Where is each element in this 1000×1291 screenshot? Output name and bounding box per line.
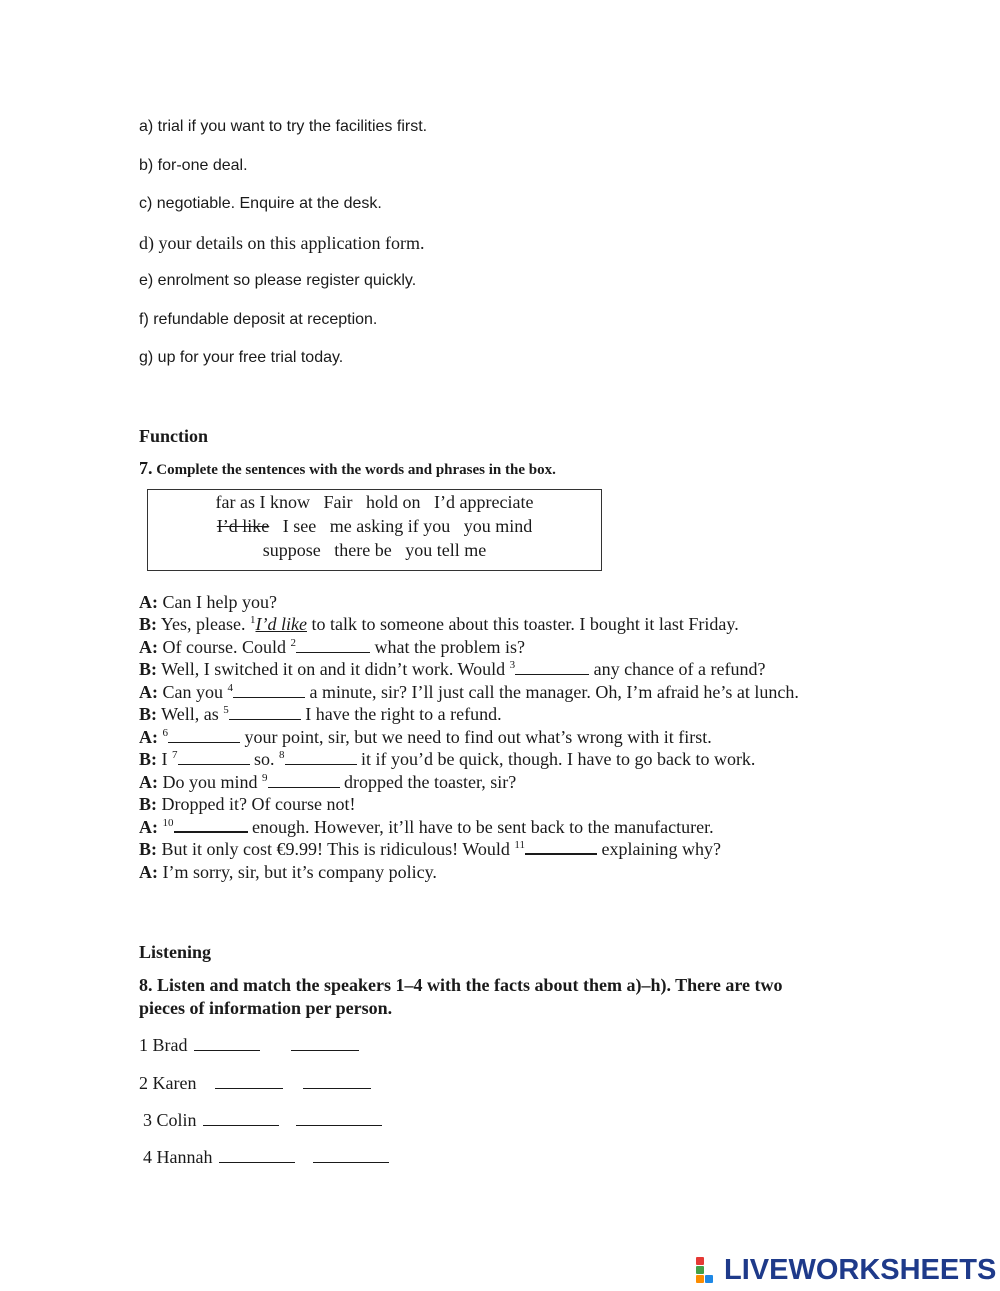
dialogue-line bbox=[139, 613, 739, 635]
dialogue-line bbox=[139, 816, 714, 838]
dialogue-line bbox=[139, 681, 799, 703]
speaker-label: B: bbox=[139, 749, 157, 769]
line-text: it if you’d be quick, though. I have to go back to work. bbox=[356, 749, 756, 769]
answer-blank-3[interactable] bbox=[515, 659, 589, 675]
line-text: explaining why? bbox=[596, 839, 721, 859]
speaker-row-hannah bbox=[143, 1147, 389, 1168]
gap-number: 10 bbox=[162, 817, 174, 829]
answer-blank-brad-1[interactable] bbox=[194, 1035, 260, 1051]
word-box-line-1: far as I know Fair hold on I’d appreciate bbox=[215, 492, 534, 512]
speaker-name: 1 Brad bbox=[139, 1035, 188, 1055]
speaker-label: A: bbox=[139, 862, 158, 882]
word-box-line-2-rest: I see me asking if you you mind bbox=[269, 516, 533, 536]
function-heading: Function bbox=[139, 426, 209, 446]
logo-blocks-icon bbox=[696, 1255, 722, 1285]
answer-blank-9[interactable] bbox=[268, 772, 340, 788]
exercise-7-instruction bbox=[139, 458, 556, 479]
speaker-label: B: bbox=[139, 614, 157, 634]
gap-number: 9 bbox=[262, 772, 268, 784]
exercise-8-instruction-line-1: 8. Listen and match the speakers 1–4 with the facts about them a)–h). There are two bbox=[139, 975, 783, 995]
line-text: Yes, please. bbox=[157, 614, 250, 634]
dialogue-line bbox=[139, 658, 765, 680]
line-text: I have the right to a refund. bbox=[300, 704, 502, 724]
line-text: a minute, sir? I’ll just call the manager. Oh, I’m afraid he’s at lunch. bbox=[305, 682, 799, 702]
answer-blank-7[interactable] bbox=[178, 749, 250, 765]
line-text: your point, sir, but we need to find out what’s wrong with it first. bbox=[240, 727, 712, 747]
speaker-name: 4 Hannah bbox=[143, 1147, 213, 1167]
line-text: Well, as bbox=[157, 704, 224, 724]
answer-blank-hannah-1[interactable] bbox=[219, 1147, 295, 1163]
line-text: I’m sorry, sir, but it’s company policy. bbox=[158, 862, 437, 882]
gap-number: 5 bbox=[223, 704, 229, 716]
exercise-8-instruction-line-2: pieces of information per person. bbox=[139, 998, 393, 1018]
speaker-row-karen bbox=[139, 1073, 371, 1094]
speaker-label: A: bbox=[139, 682, 158, 702]
speaker-name: 2 Karen bbox=[139, 1073, 197, 1093]
gap-number: 7 bbox=[172, 749, 178, 761]
line-text: Dropped it? Of course not! bbox=[157, 794, 356, 814]
dialogue-line bbox=[139, 838, 721, 860]
dialogue-line bbox=[139, 591, 277, 613]
listening-heading: Listening bbox=[139, 942, 212, 962]
gap-number: 2 bbox=[290, 637, 296, 649]
line-text: Well, I switched it on and it didn’t work. Would bbox=[157, 659, 510, 679]
line-text: Of course. Could bbox=[158, 637, 291, 657]
answer-blank-hannah-2[interactable] bbox=[313, 1147, 389, 1163]
option-e: e) enrolment so please register quickly. bbox=[139, 272, 417, 289]
option-a: a) trial if you want to try the facilities first. bbox=[139, 118, 428, 135]
example-answer: I’d like bbox=[255, 614, 307, 634]
speaker-label: B: bbox=[139, 659, 157, 679]
instruction-text: Complete the sentences with the words and phrases in the box. bbox=[156, 462, 556, 478]
dialogue-line bbox=[139, 703, 502, 725]
option-c: c) negotiable. Enquire at the desk. bbox=[139, 195, 382, 212]
struck-example-phrase: I’d like bbox=[216, 516, 270, 536]
answer-blank-11[interactable] bbox=[525, 838, 597, 855]
speaker-name: 3 Colin bbox=[143, 1110, 197, 1130]
line-text: so. bbox=[249, 749, 280, 769]
line-text: Can you bbox=[158, 682, 228, 702]
gap-number: 3 bbox=[509, 659, 516, 671]
answer-blank-karen-2[interactable] bbox=[303, 1073, 371, 1089]
dialogue-line bbox=[139, 771, 516, 793]
option-g: g) up for your free trial today. bbox=[139, 349, 344, 366]
gap-number: 4 bbox=[227, 682, 233, 694]
dialogue-line bbox=[139, 636, 525, 658]
answer-blank-colin-2[interactable] bbox=[296, 1110, 382, 1126]
speaker-label: A: bbox=[139, 592, 158, 612]
line-text: But it only cost €9.99! This is ridiculous! Would bbox=[157, 839, 515, 859]
line-text: Can I help you? bbox=[158, 592, 277, 612]
dialogue-line bbox=[139, 748, 755, 770]
word-box-line-3: suppose there be you tell me bbox=[262, 540, 487, 560]
speaker-label: B: bbox=[139, 839, 157, 859]
line-text: to talk to someone about this toaster. I bought it last Friday. bbox=[306, 614, 739, 634]
exercise-number: 7. bbox=[139, 458, 153, 478]
speaker-label: A: bbox=[139, 772, 158, 792]
gap-number: 6 bbox=[162, 727, 168, 739]
gap-number: 1 bbox=[250, 614, 256, 626]
line-text: any chance of a refund? bbox=[589, 659, 766, 679]
answer-blank-6[interactable] bbox=[168, 727, 240, 743]
speaker-label: A: bbox=[139, 817, 158, 837]
speaker-label: A: bbox=[139, 727, 158, 747]
speaker-row-colin bbox=[143, 1110, 382, 1131]
logo-text: LIVEWORKSHEETS bbox=[724, 1253, 997, 1286]
dialogue-line bbox=[139, 793, 355, 815]
line-text: dropped the toaster, sir? bbox=[339, 772, 517, 792]
option-d: d) your details on this application form. bbox=[139, 233, 425, 253]
line-text: enough. However, it’ll have to be sent back to the manufacturer. bbox=[247, 817, 714, 837]
dialogue-line bbox=[139, 861, 437, 883]
answer-blank-colin-1[interactable] bbox=[203, 1110, 279, 1126]
line-text: I bbox=[157, 749, 172, 769]
gap-number: 11 bbox=[514, 839, 525, 851]
liveworksheets-logo bbox=[696, 1252, 996, 1288]
answer-blank-brad-2[interactable] bbox=[291, 1035, 359, 1051]
word-box bbox=[147, 489, 602, 571]
answer-blank-5[interactable] bbox=[229, 704, 301, 720]
option-b: b) for-one deal. bbox=[139, 157, 248, 174]
answer-blank-10[interactable] bbox=[174, 816, 248, 833]
speaker-label: A: bbox=[139, 637, 158, 657]
gap-number: 8 bbox=[279, 749, 285, 761]
answer-blank-karen-1[interactable] bbox=[215, 1073, 283, 1089]
line-text: what the problem is? bbox=[369, 637, 525, 657]
speaker-label: B: bbox=[139, 794, 157, 814]
answer-blank-8[interactable] bbox=[285, 749, 357, 765]
option-f: f) refundable deposit at reception. bbox=[139, 311, 378, 328]
dialogue-line bbox=[139, 726, 712, 748]
speaker-row-brad bbox=[139, 1035, 359, 1056]
word-box-line-2 bbox=[148, 516, 601, 537]
speaker-label: B: bbox=[139, 704, 157, 724]
line-text: Do you mind bbox=[158, 772, 263, 792]
answer-blank-4[interactable] bbox=[233, 682, 305, 698]
answer-blank-2[interactable] bbox=[296, 637, 370, 653]
